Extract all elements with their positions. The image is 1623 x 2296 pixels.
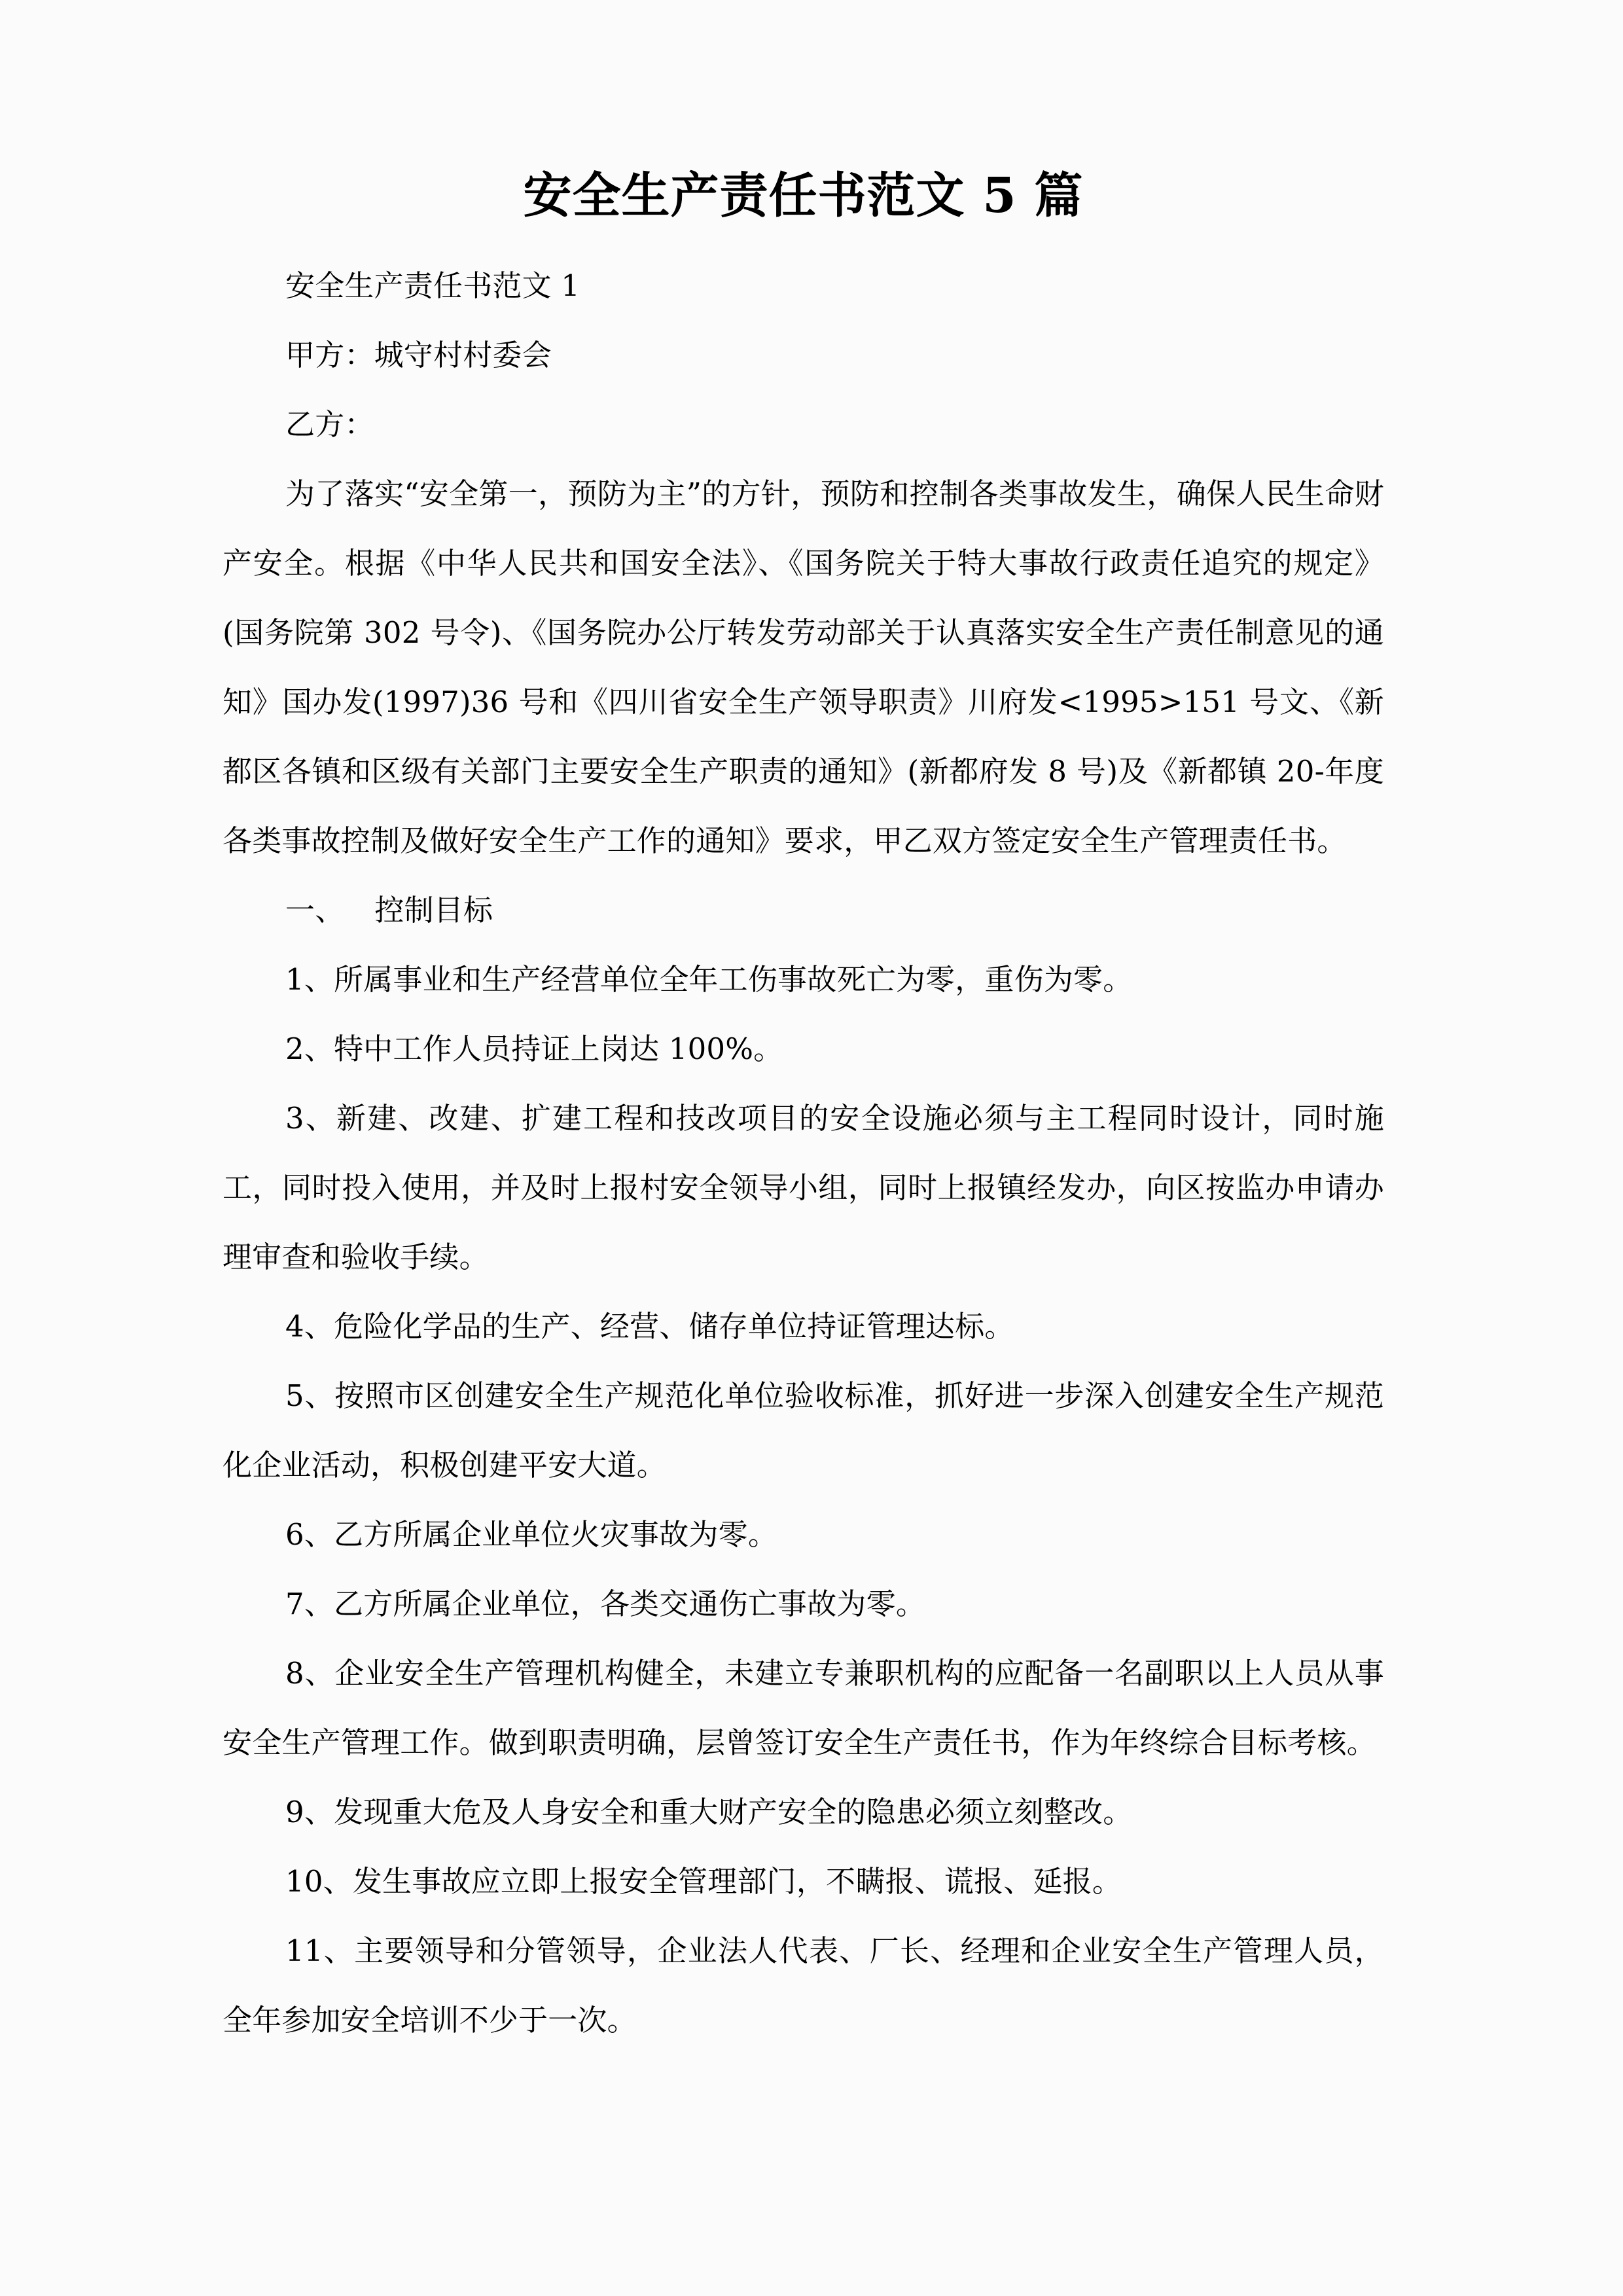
list-item: 3、新建、改建、扩建工程和技改项目的安全设施必须与主工程同时设计，同时施工，同时投入使用，并及时上报村安全领导小组，同时上报镇经发办，向区按监办申请办理审查和验收手续。 xyxy=(223,1100,1384,1274)
document-body xyxy=(223,164,1384,2055)
list-item: 11、主要领导和分管领导，企业法人代表、厂长、经理和企业安全生产管理人员，全年参加安全培训不少于一次。 xyxy=(223,1933,1384,2037)
section-heading xyxy=(223,876,1384,945)
list-item: 7、乙方所属企业单位，各类交通伤亡事故为零。 xyxy=(285,1586,926,1621)
party-b-line: 乙方： xyxy=(285,406,374,442)
list-item: 5、按照市区创建安全生产规范化单位验收标准，抓好进一步深入创建安全生产规范化企业活动，积极创建平安大道。 xyxy=(223,1378,1384,1482)
section-heading-text: 控制目标 xyxy=(374,892,493,927)
section-label: 安全生产责任书范文 1 xyxy=(285,268,580,303)
page-title: 安全生产责任书范文 5 篇 xyxy=(523,168,1084,224)
list-item: 6、乙方所属企业单位火灾事故为零。 xyxy=(285,1516,778,1552)
list-item: 2、特中工作人员持证上岗达 100%。 xyxy=(285,1031,783,1066)
party-a-line: 甲方：城守村村委会 xyxy=(285,337,552,372)
list-item: 4、危险化学品的生产、经营、储存单位持证管理达标。 xyxy=(285,1308,1014,1344)
section-heading-number: 一、 xyxy=(285,892,345,927)
list-item: 9、发现重大危及人身安全和重大财产安全的隐患必须立刻整改。 xyxy=(285,1794,1133,1829)
list-item: 1、所属事业和生产经营单位全年工伤事故死亡为零，重伤为零。 xyxy=(285,961,1133,997)
preamble-paragraph: 为了落实“安全第一，预防为主”的方针，预防和控制各类事故发生，确保人民生命财产安全。根据《中华人民共和国安全法》、《国务院关于特大事故行政责任追究的规定》(国务院第 302 号令)、《国务院办公厅转发劳动部关于认真落实安全生产责任制意见的通知》国办发(1997)36 号和《四川省安全生产领导职责》川府发<1995>151 号文、《新都区各镇和区级有关部门主要安全生产职责的通知》(新都府发 8 号)及《新都镇 20-年度各类事故控制及做好安全生产工作的通知》要求，甲乙双方签定安全生产管理责任书。 xyxy=(223,476,1384,858)
list-item: 10、发生事故应立即上报安全管理部门，不瞒报、谎报、延报。 xyxy=(285,1863,1122,1899)
list-item: 8、企业安全生产管理机构健全，未建立专兼职机构的应配备一名副职以上人员从事安全生产管理工作。做到职责明确，层曾签订安全生产责任书，作为年终综合目标考核。 xyxy=(223,1655,1384,1760)
